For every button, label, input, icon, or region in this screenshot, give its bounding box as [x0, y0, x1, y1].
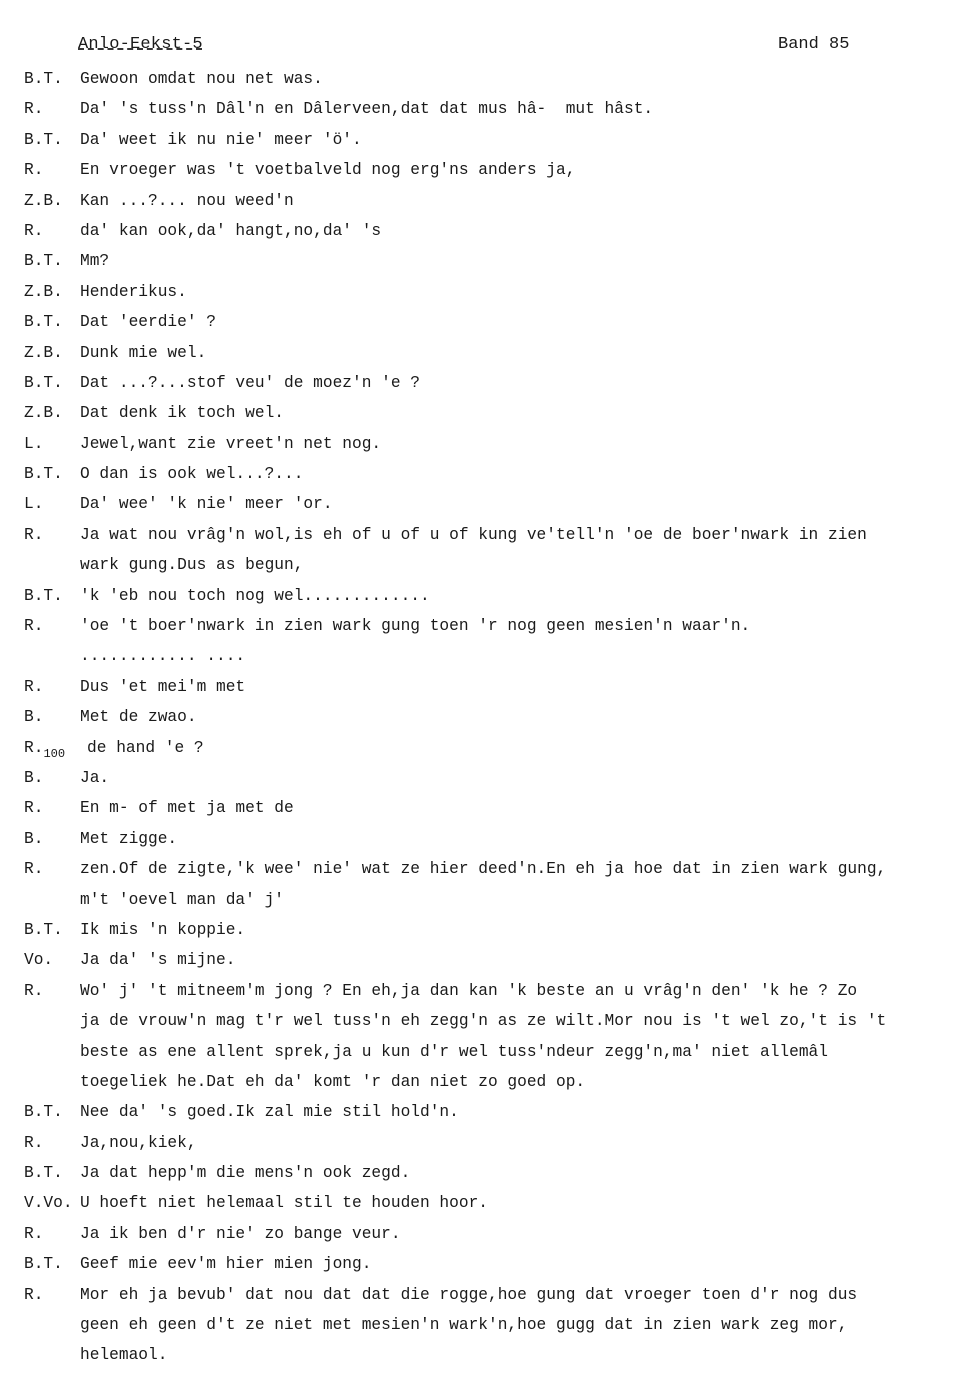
speaker-label: B.T.	[24, 920, 63, 939]
utterance-text: Jewel,want zie vreet'n net nog.	[80, 434, 382, 453]
transcript-line	[24, 611, 969, 641]
transcript-line	[24, 793, 969, 823]
utterance-text: U hoeft niet helemaal stil te houden hoor.	[80, 1194, 488, 1213]
speaker-label: Z.B.	[24, 191, 63, 210]
speaker-label: R.	[24, 221, 44, 240]
transcript-line	[24, 915, 969, 945]
speaker-label: B.T.	[24, 130, 63, 149]
transcript-line	[24, 824, 969, 854]
utterance-text: Da' 's tuss'n Dâl'n en Dâlerveen,dat dat mus hâ- mut hâst.	[80, 100, 654, 119]
speaker-label: B.T.	[24, 1164, 63, 1183]
utterance-text: Da' wee' 'k nie' meer 'or.	[80, 495, 333, 514]
speaker-label	[24, 641, 80, 671]
transcript-line	[24, 672, 969, 702]
speaker-label: R.	[24, 100, 44, 119]
utterance-text: de hand 'e ?	[87, 738, 204, 757]
utterance-text: helemaol.	[80, 1346, 168, 1365]
transcript-line	[24, 550, 969, 580]
utterance-text: Dunk mie wel.	[80, 343, 207, 362]
utterance-text: 'oe 't boer'nwark in zien wark gung toen 'r nog geen mesien'n waar'n.	[80, 617, 751, 636]
utterance-text: Mm?	[80, 252, 110, 271]
speaker-label	[24, 550, 80, 580]
utterance-text: Ja.	[80, 768, 110, 787]
transcript-line	[24, 1188, 969, 1218]
transcript-line	[24, 277, 969, 307]
utterance-text: Met de zwao.	[80, 708, 197, 727]
transcript-line	[24, 429, 969, 459]
utterance-text: Ja da' 's mijne.	[80, 951, 236, 970]
utterance-text: Nee da' 's goed.Ik zal mie stil hold'n.	[80, 1103, 459, 1122]
transcript-line	[24, 1006, 969, 1036]
speaker-label: R.	[24, 860, 44, 879]
speaker-label: Z.B.	[24, 282, 63, 301]
transcript-line	[24, 641, 969, 671]
transcript-line	[24, 1310, 969, 1340]
utterance-text: ja de vrouw'n mag t'r wel tuss'n eh zegg'n as ze wilt.Mor nou is 't wel zo,'t is 't	[80, 1012, 887, 1031]
utterance-text: O dan is ook wel...?...	[80, 465, 304, 484]
utterance-text: Dat ...?...stof veu' de moez'n 'e ?	[80, 373, 420, 392]
line-number-mark: 100	[43, 746, 66, 761]
speaker-label	[24, 1037, 80, 1067]
document-title: Anlo-Eekst-5	[78, 35, 203, 54]
speaker-label: B.T.	[24, 313, 63, 332]
transcript-line	[24, 338, 969, 368]
transcript-line	[24, 125, 969, 155]
speaker-label: R.	[24, 1133, 44, 1152]
transcript-line	[24, 854, 969, 884]
speaker-label	[24, 1310, 80, 1340]
utterance-text: beste as ene allent sprek,ja u kun d'r wel tuss'ndeur zegg'n,ma' niet allemâl	[80, 1042, 828, 1061]
speaker-label: B.T.	[24, 373, 63, 392]
speaker-label	[24, 1340, 80, 1370]
speaker-label: Z.B.	[24, 343, 63, 362]
utterance-text: geen eh geen d't ze niet met mesien'n wark'n,hoe gugg dat in zien wark zeg mor,	[80, 1316, 848, 1335]
speaker-label: B.T.	[24, 1103, 63, 1122]
speaker-label: B.	[24, 708, 44, 727]
speaker-label	[24, 1067, 80, 1097]
transcript-line	[24, 368, 969, 398]
utterance-text: Ja dat hepp'm die mens'n ook zegd.	[80, 1164, 411, 1183]
utterance-text: Met zigge.	[80, 829, 178, 848]
transcript-line	[24, 307, 969, 337]
transcript-line	[24, 885, 969, 915]
utterance-text: Dat 'eerdie' ?	[80, 313, 216, 332]
speaker-label: R.	[24, 677, 44, 696]
utterance-text: 'k 'eb nou toch nog wel.............	[80, 586, 430, 605]
utterance-text: Dus 'et mei'm met	[80, 677, 246, 696]
utterance-text: ............ ....	[80, 647, 246, 666]
transcript-line	[24, 1340, 969, 1370]
utterance-text: Ja ik ben d'r nie' zo bange veur.	[80, 1224, 401, 1243]
utterance-text: En m- of met ja met de	[80, 799, 294, 818]
utterance-text: Ja,nou,kiek,	[80, 1133, 197, 1152]
utterance-text: Mor eh ja bevub' dat nou dat dat die rogge,hoe gung dat vroeger toen d'r nog dus	[80, 1285, 858, 1304]
transcript-line	[24, 581, 969, 611]
speaker-label: L.	[24, 495, 44, 514]
speaker-label	[24, 1006, 80, 1036]
speaker-label: B.T.	[24, 70, 63, 88]
transcript-line	[24, 155, 969, 185]
speaker-label: R.	[24, 1224, 44, 1243]
speaker-label: B.T.	[24, 1255, 63, 1274]
transcript-line	[24, 64, 969, 94]
utterance-text: Henderikus.	[80, 282, 187, 301]
speaker-label: R.	[24, 1285, 44, 1304]
utterance-text: wark gung.Dus as begun,	[80, 556, 304, 575]
transcript-line	[24, 186, 969, 216]
speaker-label: R.	[24, 617, 44, 636]
speaker-label: B.T.	[24, 586, 63, 605]
speaker-label: R.	[24, 981, 44, 1000]
speaker-label: R.	[24, 525, 44, 544]
transcript-line	[24, 489, 969, 519]
transcript-line	[24, 1097, 969, 1127]
utterance-text: Dat denk ik toch wel.	[80, 404, 284, 423]
transcript-line	[24, 1067, 969, 1097]
transcript-line	[24, 702, 969, 732]
transcript-lines	[24, 64, 969, 1371]
transcript-line	[24, 1128, 969, 1158]
utterance-text: Da' weet ik nu nie' meer 'ö'.	[80, 130, 362, 149]
speaker-label	[24, 885, 80, 915]
utterance-text: Ja wat nou vrâg'n wol,is eh of u of u of kung ve'tell'n 'oe de boer'nwark in zien	[80, 525, 867, 544]
transcript-line	[24, 1280, 969, 1310]
utterance-text: zen.Of de zigte,'k wee' nie' wat ze hier deed'n.En eh ja hoe dat in zien wark gung,	[80, 860, 887, 879]
transcript-line	[24, 1158, 969, 1188]
speaker-label: B.T.	[24, 465, 63, 484]
utterance-text: m't 'oevel man da' j'	[80, 890, 284, 909]
utterance-text: Geef mie eev'm hier mien jong.	[80, 1255, 372, 1274]
transcript-line	[24, 763, 969, 793]
transcript-line	[24, 1249, 969, 1279]
speaker-label: L.	[24, 434, 44, 453]
transcript-line	[24, 945, 969, 975]
transcript-line	[24, 94, 969, 124]
speaker-label: V.Vo.	[24, 1194, 73, 1213]
speaker-label: R.	[24, 738, 44, 757]
tape-number: Band 85	[778, 35, 850, 54]
transcript-line	[24, 246, 969, 276]
speaker-label: B.	[24, 768, 44, 787]
speaker-label: Z.B.	[24, 404, 63, 423]
utterance-text: da' kan ook,da' hangt,no,da' 's	[80, 221, 382, 240]
utterance-text: Kan ...?... nou weed'n	[80, 191, 294, 210]
utterance-text: En vroeger was 't voetbalveld nog erg'ns anders ja,	[80, 161, 576, 180]
transcript-line	[24, 398, 969, 428]
speaker-label: B.T.	[24, 252, 63, 271]
speaker-label: B.	[24, 829, 44, 848]
transcript-line	[24, 520, 969, 550]
speaker-label: R.	[24, 161, 44, 180]
utterance-text: Wo' j' 't mitneem'm jong ? En eh,ja dan kan 'k beste an u vrâg'n den' 'k he ? Zo	[80, 981, 858, 1000]
transcript-line	[24, 216, 969, 246]
transcript-line	[24, 976, 969, 1006]
utterance-text: Ik mis 'n koppie.	[80, 920, 246, 939]
transcript-line	[24, 733, 969, 763]
transcript-line	[24, 459, 969, 489]
utterance-text: Gewoon omdat nou net was.	[80, 70, 323, 88]
transcript-line	[24, 1037, 969, 1067]
utterance-text: toegeliek he.Dat eh da' komt 'r dan niet zo goed op.	[80, 1072, 586, 1091]
speaker-label: R.	[24, 799, 44, 818]
speaker-label: Vo.	[24, 951, 54, 970]
transcript-line	[24, 1219, 969, 1249]
